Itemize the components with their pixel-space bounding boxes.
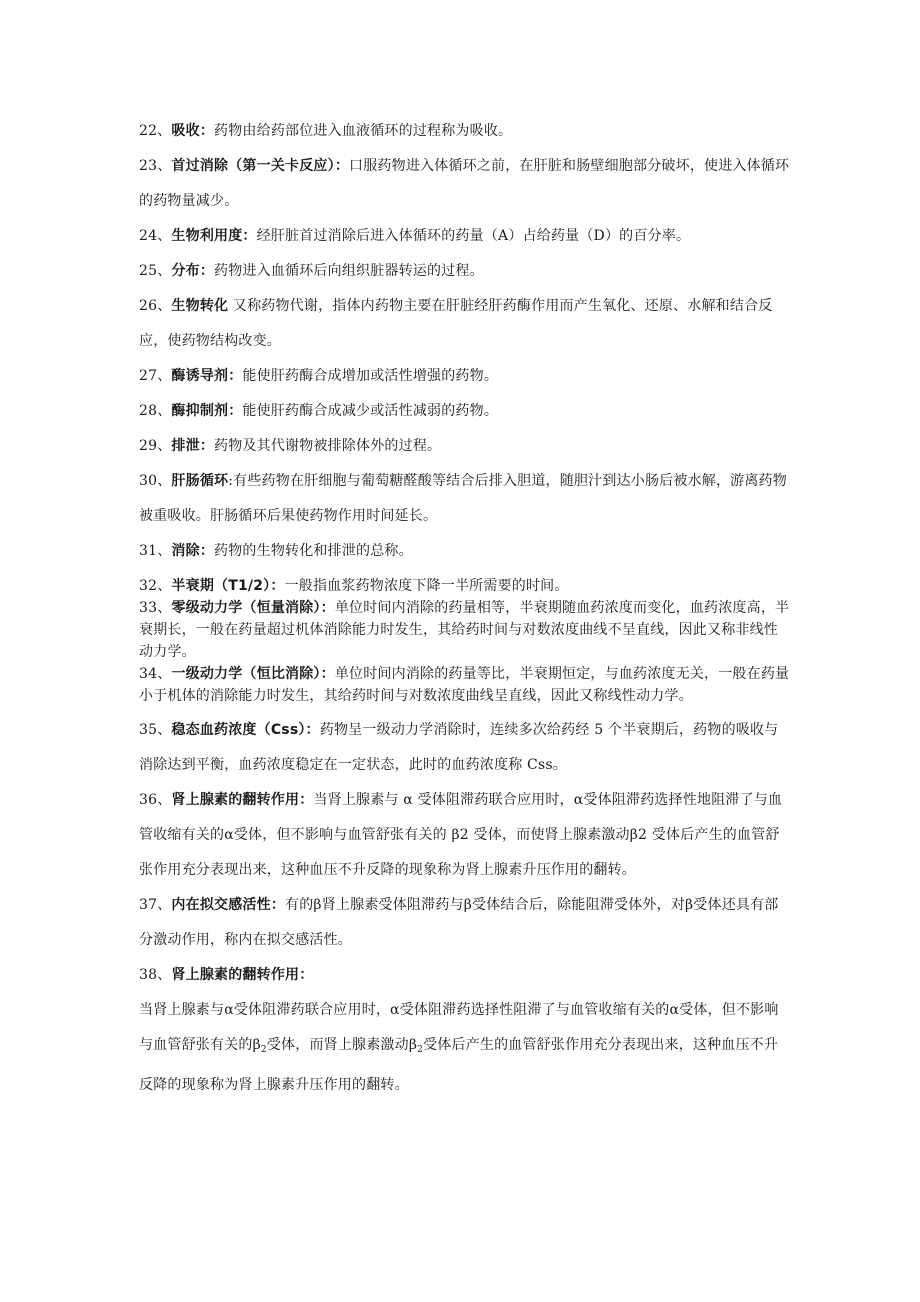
entry-term: 酶抑制剂： xyxy=(171,403,243,419)
entry-text: :有些药物在肝细胞与葡萄糖醛酸等结合后排入胆道，随胆汁到达小肠后被水解，游离药物被重吸收。肝肠循环后果使药物作用时间延长。 xyxy=(139,473,787,524)
entry-text: 药物的生物转化和排泄的总称。 xyxy=(214,543,413,559)
entry-text: 药物进入血循环后向组织脏器转运的过程。 xyxy=(214,263,484,279)
subscript: 2 xyxy=(417,1045,424,1055)
entry-number: 36、 xyxy=(139,792,172,808)
entry-text: 能使肝药酶合成减少或活性减弱的药物。 xyxy=(242,403,499,419)
entry-text: 药物呈一级动力学消除时，连续多次给药经 5 个半衰期后，药物的吸收与消除达到平衡，血药浓度稳定在一定状态，此时的血药浓度称 Css。 xyxy=(139,722,779,773)
entry-number: 28、 xyxy=(139,403,172,419)
entry-term: 零级动力学（恒量消除）： xyxy=(171,600,335,616)
entry-22 xyxy=(139,114,791,149)
entry-number: 37、 xyxy=(139,897,172,913)
final-text-part: 当肾上腺素与α受体阻滞药联合应用时，α受体阻滞药选择性阻滞了与血管收缩有关的α受体，但不影响与血管舒张有关的β xyxy=(139,1002,779,1053)
entry-number: 26、 xyxy=(139,298,172,314)
entry-38 xyxy=(139,958,791,993)
entry-34 xyxy=(139,663,791,707)
entry-number: 33、 xyxy=(139,600,172,616)
entry-text: 药物及其代谢物被排除体外的过程。 xyxy=(214,438,442,454)
entry-text: 有的β肾上腺素受体阻滞药与β受体结合后，除能阻滞受体外，对β受体还具有部分激动作用，称内在拟交感活性。 xyxy=(139,897,779,948)
entry-list xyxy=(139,114,791,1103)
entry-term: 肾上腺素的翻转作用： xyxy=(171,792,314,808)
entry-number: 29、 xyxy=(139,438,172,454)
entry-27 xyxy=(139,359,791,394)
entry-number: 32、 xyxy=(139,578,172,594)
entry-text: 一般指血浆药物浓度下降一半所需要的时间。 xyxy=(284,578,569,594)
entry-30 xyxy=(139,464,791,534)
entry-term: 肝肠循环 xyxy=(171,473,229,489)
entry-text: 经肝脏首过消除后进入体循环的药量（A）占给药量（D）的百分率。 xyxy=(256,228,691,244)
entry-32 xyxy=(139,575,791,597)
entry-26 xyxy=(139,289,791,359)
entry-28 xyxy=(139,394,791,429)
entry-text: 当肾上腺素与 α 受体阻滞药联合应用时，α受体阻滞药选择性地阻滞了与血管收缩有关的α受体，但不影响与血管舒张有关的 β2 受体，而使肾上腺素激动β2 受体后产生的血管舒张作用充分表现出来，这种血压不升反降的现象称为肾上腺素升压作用的翻转。 xyxy=(139,792,783,878)
entry-31 xyxy=(139,534,791,569)
entry-35 xyxy=(139,713,791,783)
entry-term: 一级动力学（恒比消除）： xyxy=(171,666,335,682)
entry-term: 首过消除（第一关卡反应）： xyxy=(171,158,350,174)
entry-number: 30、 xyxy=(139,473,172,489)
entry-text: 口服药物进入体循环之前，在肝脏和肠壁细胞部分破坏，使进入体循环的药物量减少。 xyxy=(139,158,790,209)
entry-term: 生物转化 xyxy=(171,298,229,314)
entry-number: 31、 xyxy=(139,543,172,559)
entry-33 xyxy=(139,597,791,663)
entry-number: 24、 xyxy=(139,228,172,244)
final-text-part: 受体，而肾上腺素激动β xyxy=(266,1037,418,1053)
final-text-part: 受体后产生的血管舒张作用充分表现出来，这种血压不升反降的现象称为肾上腺素升压作用的翻转。 xyxy=(139,1037,779,1093)
entry-text: 能使肝药酶合成增加或活性增强的药物。 xyxy=(242,368,499,384)
entry-25 xyxy=(139,254,791,289)
entry-number: 27、 xyxy=(139,368,172,384)
entry-number: 34、 xyxy=(139,666,172,682)
entry-term: 肾上腺素的翻转作用： xyxy=(171,967,314,983)
entry-number: 22、 xyxy=(139,123,172,139)
entry-term: 稳态血药浓度（Css）： xyxy=(171,722,320,738)
subscript: 2 xyxy=(260,1045,267,1055)
entry-number: 23、 xyxy=(139,158,172,174)
entry-text: 又称药物代谢，指体内药物主要在肝脏经肝药酶作用而产生氧化、还原、水解和结合反应，使药物结构改变。 xyxy=(139,298,773,349)
entry-text: 单位时间内消除的药量等比，半衰期恒定，与血药浓度无关，一般在药量小于机体的消除能力时发生，其给药时间与对数浓度曲线呈直线，因此又称线性动力学。 xyxy=(139,666,790,704)
entry-text: 单位时间内消除的药量相等，半衰期随血药浓度而变化，血药浓度高，半衰期长，一般在药量超过机体消除能力时发生，其给药时间与对数浓度曲线不呈直线，因此又称非线性动力学。 xyxy=(139,600,790,660)
entry-term: 分布： xyxy=(171,263,215,279)
entry-number: 38、 xyxy=(139,967,172,983)
entry-term: 内在拟交感活性： xyxy=(171,897,286,913)
entry-term: 吸收： xyxy=(171,123,215,139)
entry-term: 酶诱导剂： xyxy=(171,368,243,384)
entry-term: 生物利用度： xyxy=(171,228,257,244)
entry-term: 半衰期（T1/2）： xyxy=(171,578,285,594)
entry-term: 排泄： xyxy=(171,438,215,454)
entry-23 xyxy=(139,149,791,219)
entry-37 xyxy=(139,888,791,958)
entry-24 xyxy=(139,219,791,254)
entry-text: 药物由给药部位进入血液循环的过程称为吸收。 xyxy=(214,123,513,139)
entry-number: 25、 xyxy=(139,263,172,279)
entry-term: 消除： xyxy=(171,543,215,559)
entry-number: 35、 xyxy=(139,722,172,738)
entry-36 xyxy=(139,783,791,888)
entry-29 xyxy=(139,429,791,464)
final-paragraph xyxy=(139,993,791,1103)
